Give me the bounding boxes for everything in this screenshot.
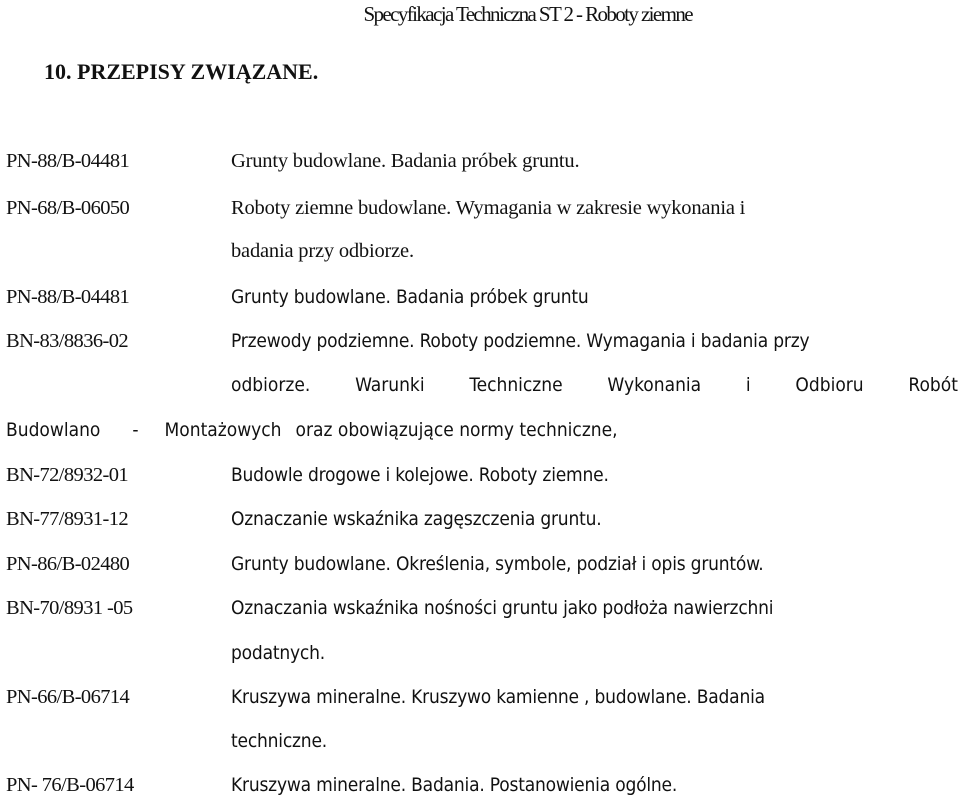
standard-row: [0, 193, 960, 223]
justified-text: [231, 370, 958, 400]
standard-description: Kruszywa mineralne. Badania. Postanowienia ogólne.: [231, 774, 678, 796]
standard-row: [0, 549, 960, 579]
word: Budowlano: [6, 419, 101, 441]
standard-code: BN-83/8836-02: [6, 330, 129, 352]
standard-code: BN-70/8931 -05: [6, 597, 133, 619]
standard-description: techniczne.: [231, 730, 327, 752]
standard-code: PN-88/B-04481: [6, 150, 130, 172]
standard-row: [0, 770, 960, 800]
justified-continuation-line: [0, 370, 960, 400]
word: Techniczne: [469, 374, 563, 396]
standard-description: Oznaczania wskaźnika nośności gruntu jako podłoża nawierzchni: [231, 597, 774, 619]
phrase: oraz obowiązujące normy techniczne,: [295, 419, 618, 441]
standard-row: [0, 282, 960, 312]
dash: -: [132, 419, 139, 441]
standard-description-continuation: [0, 236, 960, 266]
standard-description: badania przy odbiorze.: [231, 240, 414, 262]
standard-code: PN-68/B-06050: [6, 197, 130, 219]
standard-code: BN-77/8931-12: [6, 508, 129, 530]
standard-row: [0, 593, 960, 623]
standard-description: Grunty budowlane. Badania próbek gruntu: [231, 286, 589, 308]
standard-description: Grunty budowlane. Badania próbek gruntu.: [231, 150, 580, 172]
word: Montażowych: [164, 419, 282, 441]
standard-code: PN-88/B-04481: [6, 286, 130, 308]
standard-description: Przewody podziemne. Roboty podziemne. Wymagania i badania przy: [231, 330, 810, 352]
standard-code: PN- 76/B-06714: [6, 774, 134, 796]
standard-row: [0, 504, 960, 534]
standard-row: [0, 460, 960, 490]
standard-description-continuation: [0, 638, 960, 668]
word: i: [745, 374, 751, 396]
section-title: 10. PRZEPISY ZWIĄZANE.: [44, 59, 319, 84]
word: Odbioru: [795, 374, 864, 396]
standard-code: PN-86/B-02480: [6, 553, 130, 575]
standard-description: Roboty ziemne budowlane. Wymagania w zakresie wykonania i: [231, 197, 746, 219]
standard-description: Grunty budowlane. Określenia, symbole, podział i opis gruntów.: [231, 553, 764, 575]
word: Warunki: [355, 374, 425, 396]
word: odbiorze.: [231, 374, 311, 396]
running-header: Specyfikacja Techniczna ST 2 - Roboty ziemne: [363, 2, 692, 26]
standard-code: PN-66/B-06714: [6, 686, 130, 708]
standard-row: [0, 326, 960, 356]
standard-row: [0, 682, 960, 712]
standard-description: Budowle drogowe i kolejowe. Roboty ziemne.: [231, 464, 609, 486]
standard-code: BN-72/8932-01: [6, 464, 129, 486]
standard-description: Oznaczanie wskaźnika zagęszczenia gruntu.: [231, 508, 602, 530]
word: Wykonania: [607, 374, 702, 396]
standard-description-continuation: [0, 726, 960, 756]
standard-row: [0, 146, 960, 176]
word: Robót: [908, 374, 958, 396]
continuation-text: [6, 415, 618, 445]
continuation-line: [0, 415, 960, 445]
standard-description: Kruszywa mineralne. Kruszywo kamienne , budowlane. Badania: [231, 686, 765, 708]
standard-description: podatnych.: [231, 642, 325, 664]
